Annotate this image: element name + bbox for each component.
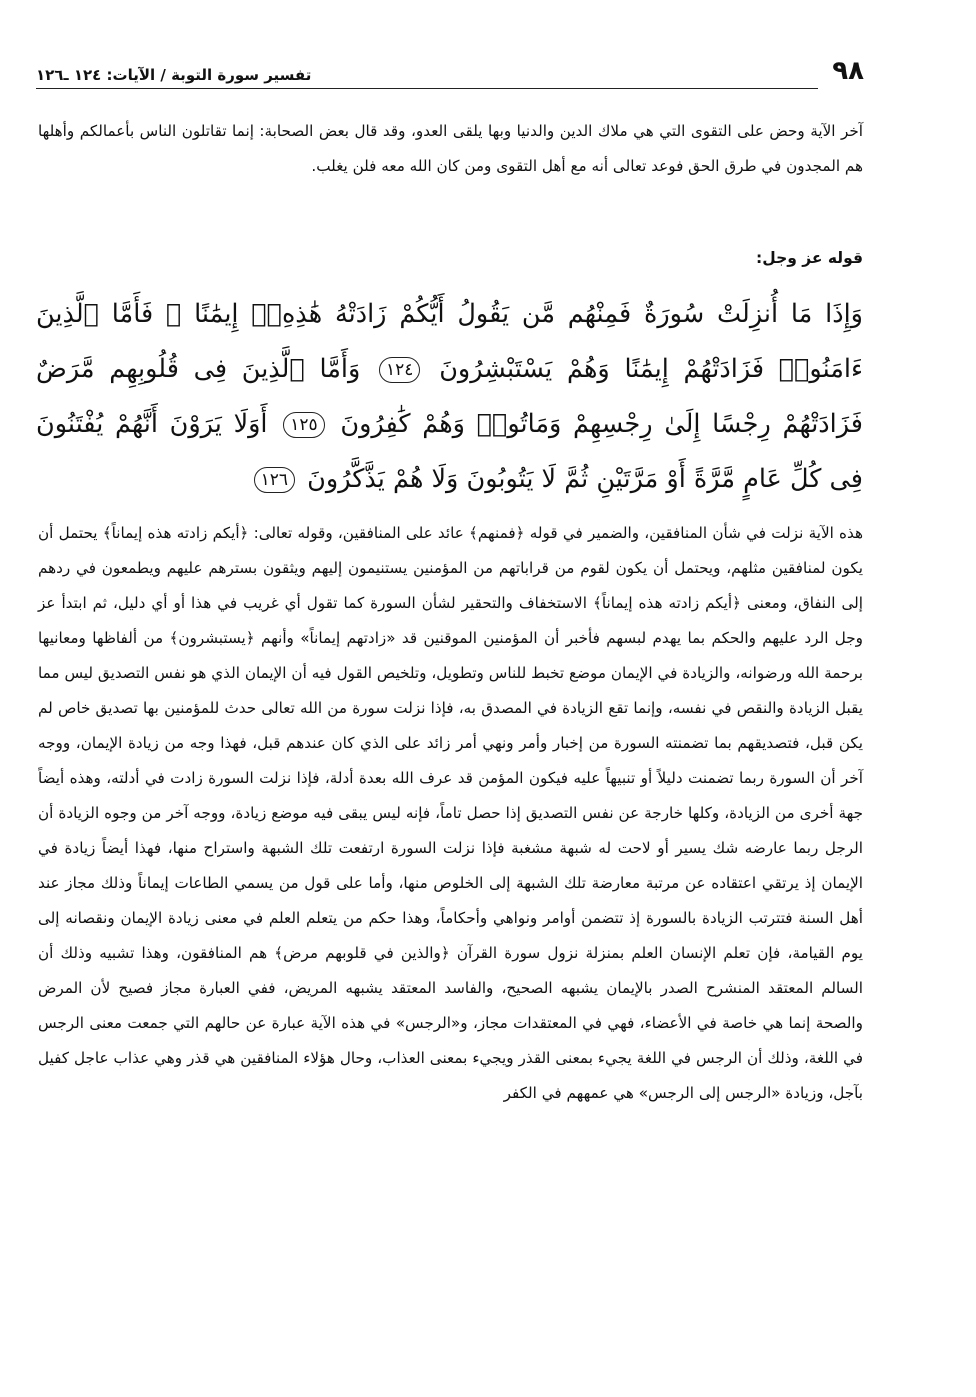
page-number: ٩٨ [832, 56, 864, 86]
commentary-paragraph: هذه الآية نزلت في شأن المنافقين، والضمير في قوله ﴿فمنهم﴾ عائد على المنافقين، وقوله تعالى: ﴿أيكم زادته هذه إيماناً﴾ يحتمل أن يكون لمنافقين مثلهم، ويحتمل أن يكون لقوم من قراباتهم من المؤمنين يستنيمون إليهم ويثقون بسترهم عليهم ويطمعون في ردهم إلى النفاق، ومعنى ﴿أيكم زادته هذه إيماناً﴾ الاستخفاف والتحقير لشأن السورة كما تقول أي غريب في هذا أو أي دليل، ثم ابتدأ عز وجل الرد عليهم والحكم بما يهدم لبسهم فأخبر أن المؤمنين الموقنين قد «زادتهم إيماناً» وأنهم ﴿يستبشرون﴾ من ألفاظها ومعانيها برحمة الله ورضوانه، والزيادة في الإيمان موضع تخبط للناس وتطويل، وتلخيص القول فيه أن الإيمان الذي هو نفس التصديق ليس مما يقبل الزيادة والنقص في نفسه، وإنما تقع الزيادة في المصدق به، فإذا نزلت سورة من الله تعالى حدث للمؤمنين بها تصديق خاص لم يكن قبل، فتصديقهم بما تضمنته السورة من إخبار وأمر ونهي أمر زائد على الذي كان عندهم قبل، فهذا وجه من زيادة الإيمان، ووجه آخر أن السورة ربما تضمنت دليلاً أو تنبيهاً عليه فيكون المؤمن قد عرف الله بعدة أدلة، فإذا نزلت السورة زادت في أدلته، وهذه أيضاً جهة أخرى من الزيادة، وكلها خارجة عن نفس التصديق إذا حصل تاماً، فإنه ليس يبقى فيه موضع زيادة، ووجه آخر من وجوه الزيادة أن الرجل ربما عارضه شك يسير أو لاحت له شبهة مشغبة فإذا نزلت السورة ارتفعت تلك الشبهة واستراح منها، فهذا أيضاً زيادة في الإيمان إذ يرتقي اعتقاده عن مرتبة معارضة تلك الشبهة إلى الخلوص منها، وأما على قول من يسمي الطاعات إيماناً وذلك مجاز عند أهل السنة فتترتب الزيادة بالسورة إذ تتضمن أوامر ونواهي وأحكاماً، وهذا حكم من يتعلم العلم في معنى زيادة الإيمان ونقصانه إلى يوم القيامة، فإن تعلم الإنسان العلم بمنزلة نزول سورة القرآن ﴿والذين في قلوبهم مرض﴾ هم المنافقون، وهذا تشبيه وذلك أن السالم المعتقد المنشرح الصدر بالإيمان يشبهه الصحيح، والفاسد المعتقد يشبهه المريض، ففي العبارة مجاز فصيح لأن المرض والصحة إنما هي خاصة في الأعضاء، فهي في المعتقدات مجاز، و«الرجس» في هذه الآية عبارة عن حالهم التي جمعت معنى الرجس في اللغة، وذلك أن الرجس في اللغة يجيء بمعنى القذر ويجيء بمعنى العذاب، وحال هؤلاء المنافقين هي قذر وهي عذاب عاجل كفيل بآجل، وزيادة «الرجس إلى الرجس» هي عمههم في الكفر [38, 524, 863, 1102]
ayah-number-125: ١٢٥ [283, 412, 324, 438]
ayah-124-text: وَإِذَا مَا أُنزِلَتْ سُورَةٌ فَمِنْهُم مَّن يَقُولُ أَيُّكُمْ زَادَتْهُ هَٰذِهِۦٓ إِيمَٰنًا ۚ فَأَمَّا ٱلَّذِينَ ءَامَنُوا۟ فَزَادَتْهُمْ إِيمَٰنًا وَهُمْ يَسْتَبْشِرُونَ [36, 299, 864, 384]
ayah-number-124: ١٢٤ [379, 357, 420, 383]
intro-text: آخر الآية وحض على التقوى التي هي ملاك الدين والدنيا وبها يلقى العدو، وقد قال بعض الصحابة: إنما تقاتلون الناس بأعمالكم وأهلها هم المجدون في طرق الحق فوعد تعالى أنه مع أهل التقوى ومن كان الله معه فلن يغلب. [38, 122, 863, 175]
ayah-125-text: وَأَمَّا ٱلَّذِينَ فِى قُلُوبِهِم مَّرَضٌ فَزَادَتْهُمْ رِجْسًا إِلَىٰ رِجْسِهِمْ وَمَاتُوا۟ وَهُمْ كَٰفِرُونَ [36, 354, 864, 439]
verse-intro-label: قوله عز وجل: [756, 249, 863, 267]
commentary-body [38, 516, 863, 1111]
intro-paragraph [38, 114, 863, 184]
quran-verse-block [36, 287, 863, 507]
ayah-number-126: ١٢٦ [254, 467, 295, 493]
running-title: تفسير سورة التوبة / الآيات: ١٢٤ ـ١٢٦ [36, 66, 312, 84]
ayah-126-text: أَوَلَا يَرَوْنَ أَنَّهُمْ يُفْتَنُونَ فِى كُلِّ عَامٍ مَّرَّةً أَوْ مَرَّتَيْنِ ثُمَّ لَا يَتُوبُونَ وَلَا هُمْ يَذَّكَّرُونَ [36, 409, 863, 494]
header-divider [36, 88, 818, 89]
